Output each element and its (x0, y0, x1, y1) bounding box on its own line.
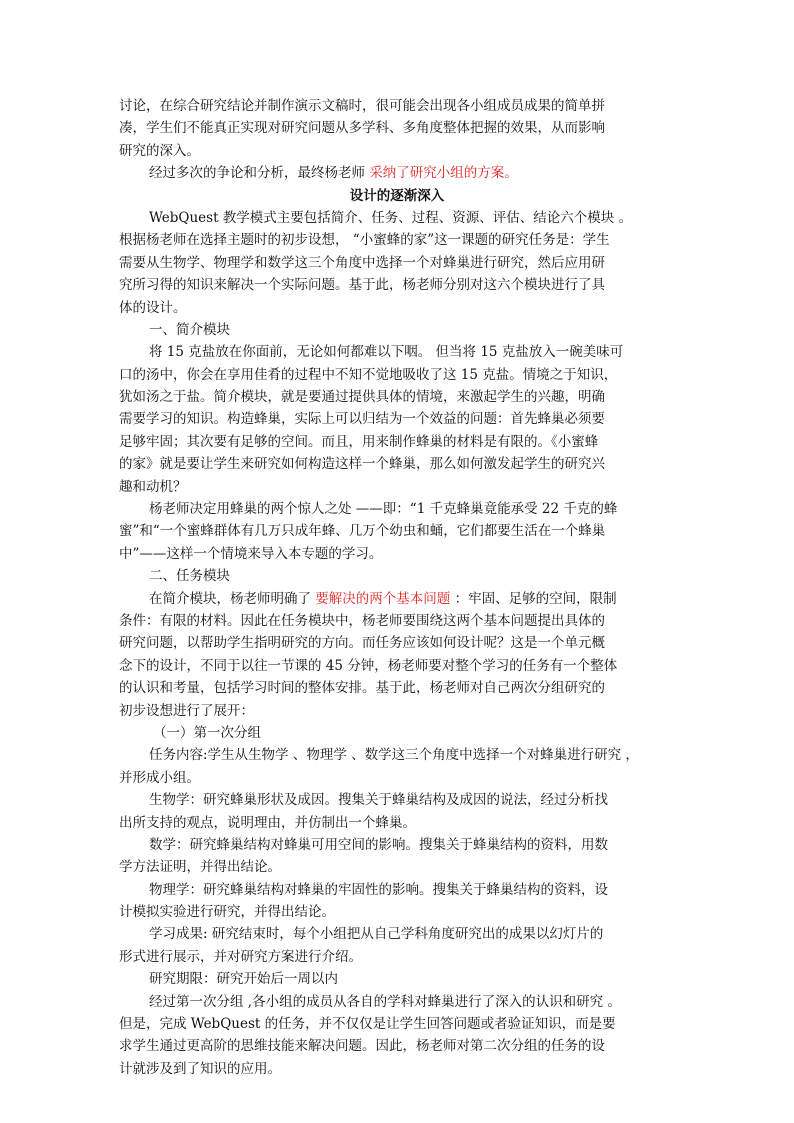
paragraph-line: 计模拟实验进行研究，并得出结论。 (119, 904, 335, 921)
paragraph-line: 趣和动机？ (119, 478, 187, 495)
paragraph-line: 研究期限：研究开始后一周以内 (149, 971, 338, 988)
paragraph-line: 研究问题，以帮助学生指明研究的方向。而任务应该如何设计呢？这是一个单元概 (119, 635, 605, 652)
paragraph-line: 需要学习的知识。构造蜂巢，实际上可以归结为一个效益的问题：首先蜂巢必须要 (119, 411, 605, 428)
paragraph-line: 求学生通过更高阶的思维技能来解决问题。因此，杨老师对第二次分组的任务的设 (119, 1038, 605, 1055)
paragraph-line: 体的设计。 (119, 299, 187, 316)
subsection-title-intro: 一、简介模块 (149, 321, 230, 338)
paragraph-line: WebQuest 教学模式主要包括简介、任务、过程、资源、评估、结论六个模块 。 (149, 209, 633, 226)
paragraph-line: 根据杨老师在选择主题时的初步设想， “小蜜蜂的家”这一课题的研究任务是：学生 (119, 232, 610, 249)
decision-highlight: 采纳了研究小组的方案。 (369, 165, 518, 182)
paragraph-line: 学方法证明，并得出结论。 (119, 859, 281, 876)
task-text: 在简介模块，杨老师明确了 (149, 590, 316, 607)
paragraph-line: 蜜”和“一个蜜蜂群体有几万只成年蜂、几万个幼虫和蛹，它们都要生活在一个蜂巢 (119, 523, 606, 540)
paragraph-line: 的家》就是要让学生来研究如何构造这样一个蜂巢，那么如何激发起学生的研究兴 (119, 456, 605, 473)
paragraph-line: 研究的深入。 (119, 142, 200, 159)
paragraph-line: 计就涉及到了知识的应用。 (119, 1060, 281, 1077)
paragraph-line: 犹如汤之于盐。简介模块，就是要通过提供具体的情境，来激起学生的兴趣，明确 (119, 389, 605, 406)
task-text: ：牢固、足够的空间，限制 (450, 590, 617, 607)
paragraph-line: 足够牢固；其次要有足够的空间。而且，用来制作蜂巢的材料是有限的。《小蜜蜂 (119, 433, 599, 450)
subsection-title-task: 二、任务模块 (149, 568, 230, 585)
subsection-title-first-grouping: （一）第一次分组 (153, 724, 261, 741)
paragraph-line: 口的汤中，你会在享用佳肴的过程中不知不觉地吸收了这 15 克盐。情境之于知识， (119, 366, 618, 383)
paragraph-line: 究所习得的知识来解决一个实际问题。基于此，杨老师分别对这六个模块进行了具 (119, 277, 605, 294)
paragraph-line: 条件：有限的材料。因此在任务模块中，杨老师要围绕这两个基本问题提出具体的 (119, 612, 605, 629)
paragraph-line: 念下的设计，不同于以往一节课的 45 分钟，杨老师要对整个学习的任务有一个整体 (119, 657, 618, 674)
paragraph-line: 数学：研究蜂巢结构对蜂巢可用空间的影响。搜集关于蜂巢结构的资料，用数 (149, 836, 608, 853)
paragraph-line: 中”——这样一个情境来导入本专题的学习。 (119, 545, 383, 562)
paragraph-line: 出所支持的观点，说明理由，并仿制出一个蜂巢。 (119, 814, 416, 831)
paragraph-line: 并形成小组。 (119, 769, 200, 786)
paragraph-line: 需要从生物学、物理学和数学这三个角度中选择一个对蜂巢进行研究，然后应用研 (119, 254, 605, 271)
paragraph-line: 学习成果: 研究结束时，每个小组把从自己学科角度研究出的成果以幻灯片的 (149, 926, 604, 943)
task-highlight: 要解决的两个基本问题 (315, 590, 451, 607)
task-paragraph-first-line (119, 588, 675, 610)
paragraph-line: 讨论，在综合研究结论并制作演示文稿时，很可能会出现各小组成员成果的简单拼 (119, 98, 605, 114)
paragraph-line: 经过第一次分组 ,各小组的成员从各自的学科对蜂巢进行了深入的认识和研究 。 (149, 993, 621, 1010)
paragraph-line: 初步设想进行了展开： (119, 702, 254, 719)
paragraph-line: 凑，学生们不能真正实现对研究问题从多学科、多角度整体把握的效果，从而影响 (119, 120, 605, 137)
paragraph-line: 生物学：研究蜂巢形状及成因。搜集关于蜂巢结构及成因的说法，经过分析找 (149, 792, 608, 809)
section-heading: 设计的逐渐深入 (349, 187, 445, 204)
paragraph-line: 杨老师决定用蜂巢的两个惊人之处 ——即：“1 千克蜂巢竟能承受 22 千克的蜂 (149, 501, 618, 518)
paragraph-line: 将 15 克盐放在你面前，无论如何都难以下咽。 但当将 15 克盐放入一碗美味可 (149, 344, 624, 361)
document-body (119, 95, 675, 1080)
paragraph-line: 任务内容:学生从生物学 、物理学 、数学这三个角度中选择一个对蜂巢进行研究 ， (149, 747, 639, 764)
paragraph-line: 物理学：研究蜂巢结构对蜂巢的牢固性的影响。搜集关于蜂巢结构的资料，设 (149, 881, 608, 898)
decision-text: 经过多次的争论和分析，最终杨老师 (149, 165, 370, 182)
decision-paragraph (119, 162, 675, 184)
paragraph-line: 的认识和考量，包括学习时间的整体安排。基于此，杨老师对自己两次分组研究的 (119, 680, 605, 697)
paragraph-line: 但是，完成 WebQuest 的任务，并不仅仅是让学生回答问题或者验证知识，而是要 (119, 1016, 616, 1033)
paragraph-line: 形式进行展示，并对研究方案进行介绍。 (119, 948, 362, 965)
